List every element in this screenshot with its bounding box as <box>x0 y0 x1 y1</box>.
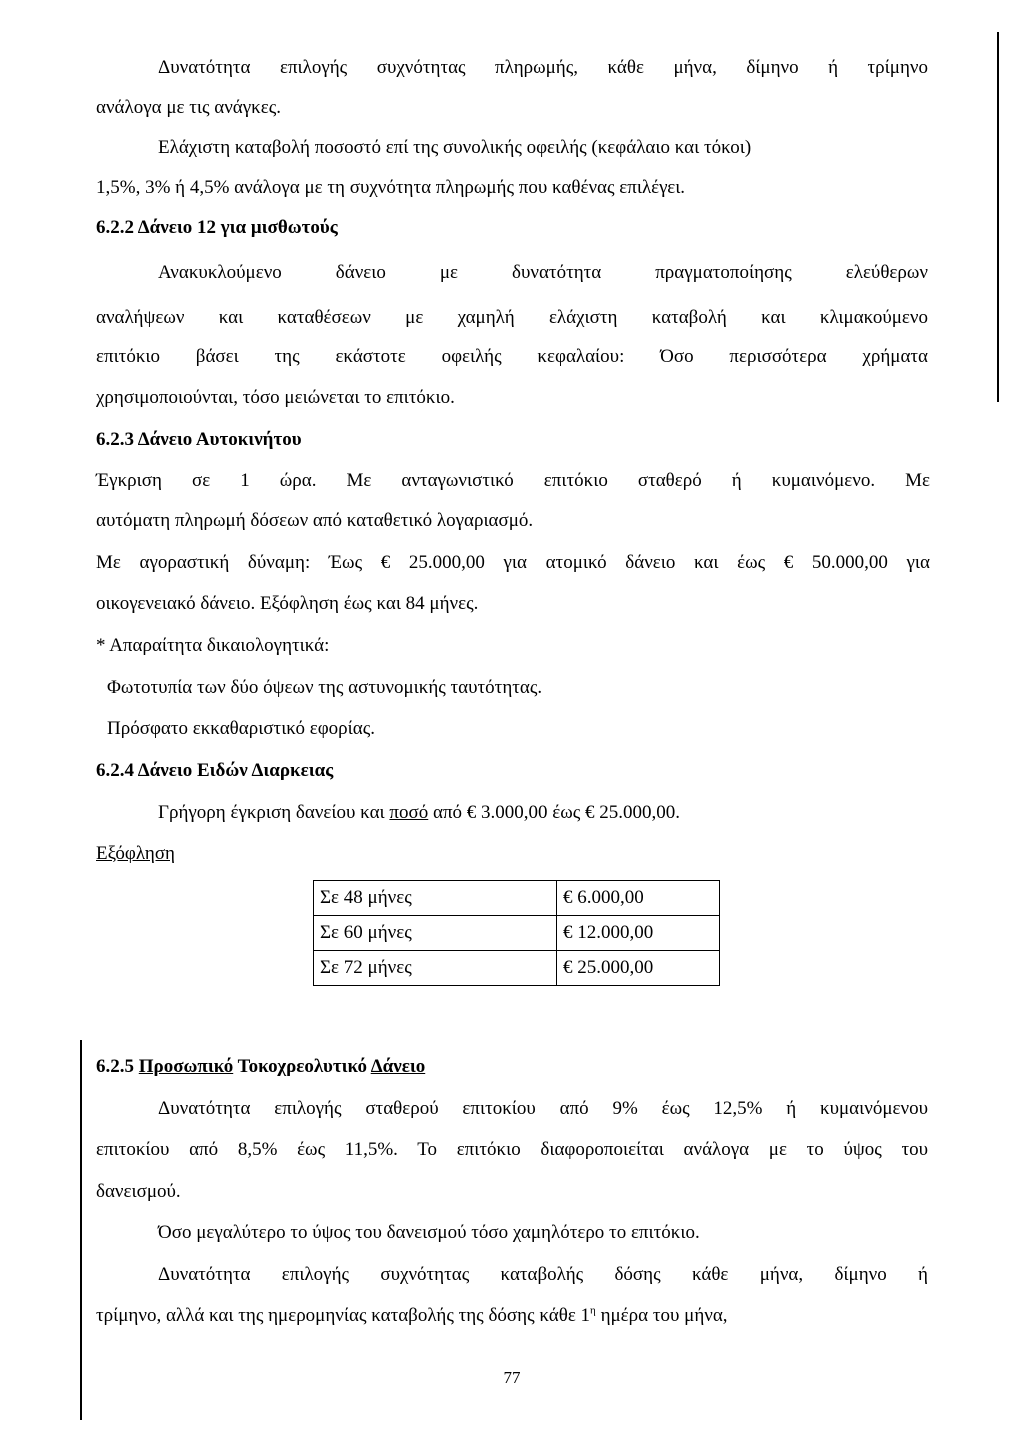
table-row <box>314 916 720 951</box>
text-line-11: Με αγοραστική δύναμη: Έως € 25.000,00 για ατομικό δάνειο και έως € 50.000,00 για <box>96 552 930 573</box>
text-line-1: Δυνατότητα επιλογής συχνότητας πληρωμής, κάθε μήνα, δίμηνο ή τρίμηνο <box>158 57 928 78</box>
left-margin-line <box>80 1040 82 1420</box>
text-line-14: Φωτοτυπία των δύο όψεων της αστυνομικής ταυτότητας. <box>107 677 543 698</box>
text-line-21: Όσο μεγαλύτερο το ύψος του δανεισμού τόσο χαμηλότερο το επιτόκιο. <box>158 1222 700 1243</box>
table-cell-amount: € 6.000,00 <box>557 881 720 916</box>
page-number: 77 <box>503 1368 521 1387</box>
repayment-table <box>313 880 720 986</box>
table-cell-term: Σε 72 μήνες <box>314 951 557 986</box>
text-line-8: χρησιμοποιούνται, τόσο μειώνεται το επιτόκιο. <box>96 387 455 408</box>
text-line-22: Δυνατότητα επιλογής συχνότητας καταβολής δόσης κάθε μήνα, δίμηνο ή <box>158 1264 928 1285</box>
text-line-23-start: τρίμηνο, αλλά και της ημερομηνίας καταβολής της δόσης κάθε 1 <box>96 1305 591 1326</box>
section-heading-6-2-5 <box>96 1055 425 1079</box>
text-line-10: αυτόματη πληρωμή δόσεων από καταθετικό λογαριασμό. <box>96 510 534 531</box>
text-line-13: * Απαραίτητα δικαιολογητικά: <box>96 635 330 656</box>
text-line-6: αναλήψεων και καταθέσεων με χαμηλή ελάχιστη καταβολή και κλιμακούμενο <box>96 307 928 328</box>
table-cell-amount: € 12.000,00 <box>557 916 720 951</box>
section-heading-6-2-4: 6.2.4 Δάνειο Ειδών Διαρκειας <box>96 760 334 781</box>
heading-word-amortizing: Τοκοχρεολυτικό <box>233 1056 371 1077</box>
text-line-19: επιτοκίου από 8,5% έως 11,5%. Το επιτόκιο διαφοροποιείται ανάλογα με το ύψος του <box>96 1139 928 1160</box>
text-line-20: δανεισμού. <box>96 1181 181 1202</box>
text-line-15: Πρόσφατο εκκαθαριστικό εφορίας. <box>107 718 375 739</box>
text-line-12: οικογενειακό δάνειο. Εξόφληση έως και 84 μήνες. <box>96 593 479 614</box>
text-line-23-end: ημέρα του μήνα, <box>595 1305 728 1326</box>
section-heading-6-2-3: 6.2.3 Δάνειο Αυτοκινήτου <box>96 429 302 450</box>
heading-word-loan: Δάνειο <box>370 1056 426 1077</box>
ordinal-superscript: η <box>590 1304 596 1317</box>
table-cell-term: Σε 60 μήνες <box>314 916 557 951</box>
text-line-9: Έγκριση σε 1 ώρα. Με ανταγωνιστικό επιτόκιο σταθερό ή κυμαινόμενο. Με <box>96 470 930 491</box>
text-line-3: Ελάχιστη καταβολή ποσοστό επί της συνολικής οφειλής (κεφάλαιο και τόκοι) <box>158 137 752 158</box>
right-margin-line <box>997 32 999 402</box>
heading-word-personal: Προσωπικό <box>138 1056 234 1077</box>
text-line-4: 1,5%, 3% ή 4,5% ανάλογα με τη συχνότητα πληρωμής που καθένας επιλέγει. <box>96 177 686 198</box>
repayment-label: Εξόφληση <box>96 843 175 864</box>
text-line-16-start: Γρήγορη έγκριση δανείου και <box>158 802 390 823</box>
text-line-16-end: από € 3.000,00 έως € 25.000,00. <box>428 802 681 823</box>
heading-number: 6.2.5 <box>96 1056 139 1077</box>
text-line-5: Ανακυκλούμενο δάνειο με δυνατότητα πραγματοποίησης ελεύθερων <box>158 262 928 283</box>
text-line-2: ανάλογα με τις ανάγκες. <box>96 97 281 118</box>
table-cell-term: Σε 48 μήνες <box>314 881 557 916</box>
text-line-23 <box>96 1304 928 1328</box>
underlined-amount-word: ποσό <box>389 802 429 823</box>
section-heading-6-2-2: 6.2.2 Δάνειο 12 για μισθωτούς <box>96 217 338 238</box>
text-line-16 <box>158 801 680 825</box>
text-line-18: Δυνατότητα επιλογής σταθερού επιτοκίου από 9% έως 12,5% ή κυμαινόμενου <box>158 1098 928 1119</box>
table-row <box>314 951 720 986</box>
text-line-7: επιτόκιο βάσει της εκάστοτε οφειλής κεφαλαίου: Όσο περισσότερα χρήματα <box>96 346 928 367</box>
table-row <box>314 881 720 916</box>
table-cell-amount: € 25.000,00 <box>557 951 720 986</box>
